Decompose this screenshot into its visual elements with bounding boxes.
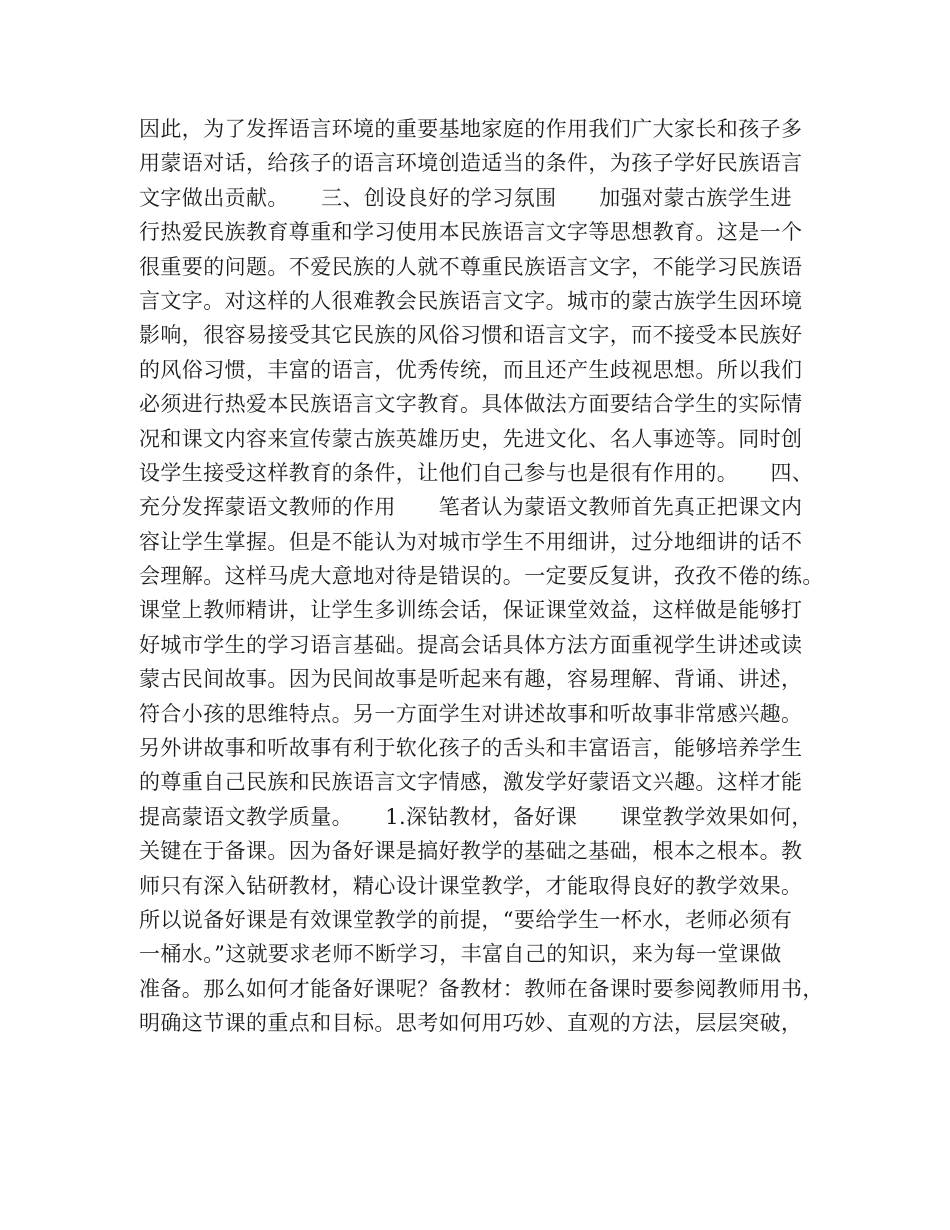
text-line: 师只有深入钻研教材，精心设计课堂教学，才能取得良好的教学效果。: [139, 873, 803, 898]
text-line: 蒙古民间故事。因为民间故事是听起来有趣，容易理解、背诵、讲述，: [139, 667, 803, 692]
text-line: 况和课文内容来宣传蒙古族英雄历史，先进文化、名人事迹等。同时创: [139, 426, 803, 451]
text-line: 好城市学生的学习语言基础。提高会话具体方法方面重视学生讲述或读: [139, 632, 803, 657]
text-line: 明确这节课的重点和目标。思考如何用巧妙、直观的方法，层层突破，: [139, 1011, 803, 1036]
text-line: 会理解。这样马虎大意地对待是错误的。一定要反复讲，孜孜不倦的练。: [139, 564, 824, 589]
text-line: 关键在于备课。因为备好课是搞好教学的基础之基础，根本之根本。教: [139, 839, 803, 864]
text-line: 影响，很容易接受其它民族的风俗习惯和语言文字，而不接受本民族好: [139, 323, 803, 348]
text-line: 的尊重自己民族和民族语言文字情感，激发学好蒙语文兴趣。这样才能: [139, 770, 803, 795]
text-line: 行热爱民族教育尊重和学习使用本民族语言文字等思想教育。这是一个: [139, 220, 803, 245]
text-line: 课堂上教师精讲，让学生多训练会话，保证课堂效益，这样做是能够打: [139, 598, 803, 623]
text-line: 准备。那么如何才能备好课呢？备教材：教师在备课时要参阅教师用书，: [139, 976, 824, 1001]
text-line: 必须进行热爱本民族语言文字教育。具体做法方面要结合学生的实际情: [139, 392, 803, 417]
body-text: [139, 112, 839, 1041]
text-line: 很重要的问题。不爱民族的人就不尊重民族语言文字，不能学习民族语: [139, 254, 803, 279]
text-line: 充分发挥蒙语文教师的作用 笔者认为蒙语文教师首先真正把课文内: [139, 495, 803, 520]
text-line: 设学生接受这样教育的条件，让他们自己参与也是很有作用的。 四、: [139, 460, 814, 485]
text-line: 因此，为了发挥语言环境的重要基地家庭的作用我们广大家长和孩子多: [139, 117, 803, 141]
text-line: 的风俗习惯，丰富的语言，优秀传统，而且还产生歧视思想。所以我们: [139, 357, 803, 382]
text-line: 用蒙语对话，给孩子的语言环境创造适当的条件，为孩子学好民族语言: [139, 151, 803, 176]
text-line: 文字做出贡献。 三、创设良好的学习氛围 加强对蒙古族学生进: [139, 185, 792, 210]
text-line: 提高蒙语文教学质量。 1.深钻教材，备好课 课堂教学效果如何，: [139, 804, 813, 829]
text-line: 一桶水。”这就要求老师不断学习，丰富自己的知识，来为每一堂课做: [139, 942, 782, 967]
text-line: 言文字。对这样的人很难教会民族语言文字。城市的蒙古族学生因环境: [139, 288, 803, 313]
text-line: 容让学生掌握。但是不能认为对城市学生不用细讲，过分地细讲的话不: [139, 529, 803, 554]
text-line: 所以说备好课是有效课堂教学的前提，“要给学生一杯水，老师必须有: [139, 907, 793, 932]
text-line: 符合小孩的思维特点。另一方面学生对讲述故事和听故事非常感兴趣。: [139, 701, 803, 726]
text-line: 另外讲故事和听故事有利于软化孩子的舌头和丰富语言，能够培养学生: [139, 736, 803, 761]
